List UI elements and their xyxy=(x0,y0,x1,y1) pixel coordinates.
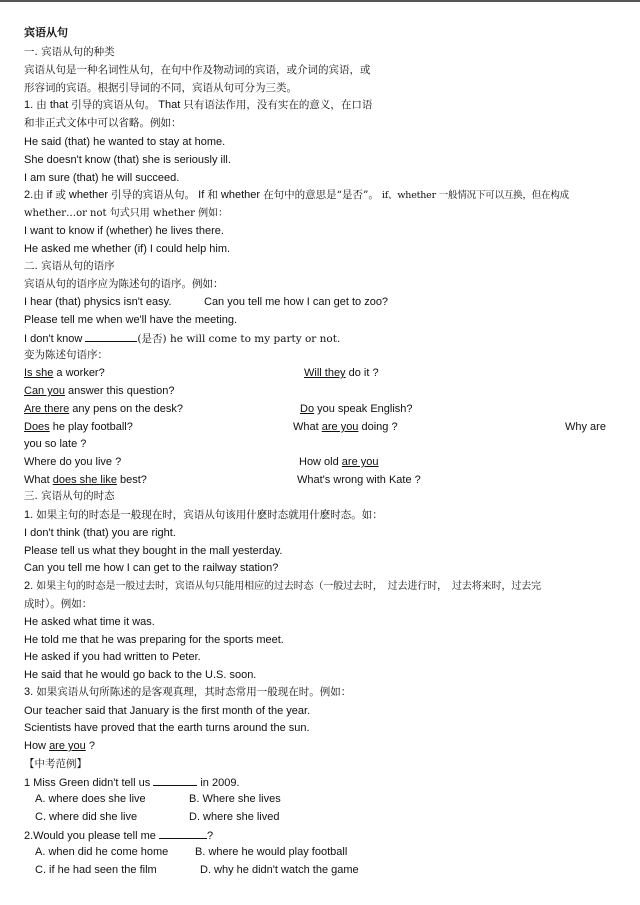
point-text: 或 xyxy=(55,189,66,201)
question-text: in 2009. xyxy=(200,777,240,789)
question-example xyxy=(24,421,133,434)
question-text: a worker? xyxy=(53,367,105,379)
sentence-text: I don't know xyxy=(24,333,83,345)
page-title: 宾语从句 xyxy=(24,26,68,39)
question-text: you speak English? xyxy=(314,403,413,415)
answer-blank xyxy=(159,828,207,839)
question-text: do it ? xyxy=(345,367,379,379)
point-number: 1. xyxy=(24,99,34,111)
underlined-phrase: Is she xyxy=(24,367,54,379)
point-number: 3. xyxy=(24,686,34,698)
example-sentence: She doesn't know (that) she is seriously ill. xyxy=(24,154,231,166)
example-sentence: Please tell us what they bought in the mall yesterday. xyxy=(24,545,283,557)
question-text: best? xyxy=(116,474,147,486)
question-text: What xyxy=(24,474,53,486)
point-keyword: if xyxy=(46,189,53,201)
question-example xyxy=(293,421,398,434)
answer-blank xyxy=(85,331,137,342)
example-sentence: Can you tell me how I can get to the railway station? xyxy=(24,562,279,574)
answer-option-c: C. where did she live xyxy=(35,811,138,823)
example-sentence: I want to know if (whether) he lives there. xyxy=(24,225,224,237)
page-top-border xyxy=(0,0,640,2)
question-text: any pens on the desk? xyxy=(69,403,183,415)
example-sentence xyxy=(24,740,95,753)
section-1-heading: 一. 宾语从句的种类 xyxy=(24,46,115,58)
underlined-phrase: are you xyxy=(49,740,86,752)
sentence-text: ? xyxy=(85,740,95,752)
question-text: doing ? xyxy=(358,421,398,433)
question-text: answer this question? xyxy=(64,385,175,397)
example-sentence: He asked what time it was. xyxy=(24,616,155,628)
point-keyword: whether xyxy=(220,189,261,201)
example-sentence: Please tell me when we'll have the meeting. xyxy=(24,314,238,326)
section-1-point-1 xyxy=(24,99,372,112)
point-keyword: If xyxy=(198,189,205,201)
question-text: 2.Would you please tell me xyxy=(24,830,156,842)
question-text: What xyxy=(293,421,322,433)
answer-option-b: B. Where she lives xyxy=(189,793,281,805)
question-example-continued: you so late ? xyxy=(24,438,87,450)
point-text: if、whether 一般情况下可以互换，但在构成 xyxy=(381,190,569,201)
question-example xyxy=(24,385,174,398)
answer-option-b: B. where he would play football xyxy=(195,846,348,858)
point-text: 引导的宾语从句。 xyxy=(111,189,196,201)
answer-option-a: A. when did he come home xyxy=(35,846,169,858)
point-keyword: whether xyxy=(68,189,109,201)
example-sentence: I don't think (that) you are right. xyxy=(24,527,176,539)
underlined-phrase: are you xyxy=(321,421,359,433)
section-1-intro-line-1: 宾语从句是一种名词性从句，在句中作及物动词的宾语，或介词的宾语，或 xyxy=(24,64,371,76)
sentence-text: How xyxy=(24,740,50,752)
section-1-point-2 xyxy=(24,189,569,202)
section-2-change-label: 变为陈述句语序： xyxy=(24,349,108,361)
question-example xyxy=(24,403,183,416)
question-text: ? xyxy=(206,830,214,842)
section-3-heading: 三. 宾语从句的时态 xyxy=(24,490,115,502)
section-3-point-1 xyxy=(24,509,383,522)
example-sentence-with-blank xyxy=(24,331,340,346)
question-example: What's wrong with Kate ? xyxy=(297,474,421,486)
answer-blank xyxy=(153,775,197,786)
question-example xyxy=(304,367,379,380)
point-text: 引导的宾语从句。 xyxy=(71,99,156,111)
point-number: 1. xyxy=(24,509,34,521)
question-text: How old xyxy=(299,456,342,468)
section-1-intro-line-2: 形容词的宾语。根据引导词的不同，宾语从句可分为三类。 xyxy=(24,82,297,94)
section-2-intro: 宾语从句的语序应为陈述句的语序。例如： xyxy=(24,278,224,290)
point-text: 只有语法作用，没有实在的意义，在口语 xyxy=(183,99,373,111)
point-text: 如果宾语从句所陈述的是客观真理，其时态常用一般现在时。例如： xyxy=(36,686,352,698)
point-text: 和 xyxy=(207,189,218,201)
section-3-point-2-line-2: 成时）。例如： xyxy=(24,598,93,610)
example-sentence: Can you tell me how I can get to zoo? xyxy=(204,296,389,308)
example-sentence: He asked me whether (if) I could help him. xyxy=(24,243,231,255)
question-example xyxy=(24,367,105,380)
point-number: 2. xyxy=(24,580,34,592)
point-text: 由 xyxy=(33,189,44,201)
example-sentence: He told me that he was preparing for the sports meet. xyxy=(24,634,284,646)
question-text: 1 Miss Green didn't tell us xyxy=(24,777,151,789)
answer-option-a: A. where does she live xyxy=(35,793,146,805)
exam-question-2 xyxy=(24,828,213,843)
exam-question-1 xyxy=(24,775,240,790)
example-sentence: Our teacher said that January is the first month of the year. xyxy=(24,705,311,717)
point-number: 2. xyxy=(24,189,34,201)
example-sentence: He said that he would go back to the U.S. soon. xyxy=(24,669,257,681)
sentence-text: (是否) he will come to my party or not. xyxy=(137,333,341,345)
point-text: 由 xyxy=(36,99,47,111)
section-1-point-2-line-2: whether…or not 句式只用 whether 例如： xyxy=(24,208,229,219)
section-3-point-2 xyxy=(24,580,541,593)
answer-option-d: D. why he didn't watch the game xyxy=(200,864,359,876)
underlined-phrase: Do xyxy=(300,403,315,415)
point-text: 如果主句的时态是一般过去时，宾语从句只能用相应的过去时态（一般过去时， 过去进行时， 过去将来时，过去完 xyxy=(36,581,542,592)
underlined-phrase: Are there xyxy=(24,403,70,415)
answer-option-d: D. where she lived xyxy=(189,811,280,823)
example-sentence: I hear (that) physics isn't easy. xyxy=(24,296,172,308)
exam-examples-heading: 【中考范例】 xyxy=(24,758,87,770)
underlined-phrase: does she like xyxy=(52,474,117,486)
section-3-point-3 xyxy=(24,686,351,699)
question-example xyxy=(300,403,413,416)
point-keyword: that xyxy=(49,99,69,111)
underlined-phrase: Can you xyxy=(24,385,65,397)
example-sentence: He asked if you had written to Peter. xyxy=(24,651,201,663)
point-text: 如果主句的时态是一般现在时，宾语从句该用什麽时态就用什麽时态。如： xyxy=(36,509,383,521)
example-sentence: I am sure (that) he will succeed. xyxy=(24,172,180,184)
underlined-phrase: Will they xyxy=(304,367,346,379)
question-example xyxy=(299,456,379,469)
question-example xyxy=(24,474,147,487)
question-example: Why are xyxy=(565,421,606,433)
example-sentence: Scientists have proved that the earth turns around the sun. xyxy=(24,722,310,734)
section-2-heading: 二. 宾语从句的语序 xyxy=(24,260,115,272)
answer-option-c: C. if he had seen the film xyxy=(35,864,157,876)
point-keyword: That xyxy=(158,99,181,111)
underlined-phrase: Does xyxy=(24,421,50,433)
question-example: Where do you live ? xyxy=(24,456,122,468)
underlined-phrase: are you xyxy=(341,456,379,468)
point-text: 在句中的意思是“是否”。 xyxy=(263,189,379,201)
question-text: he play football? xyxy=(49,421,133,433)
section-1-point-1-line-2: 和非正式文体中可以省略。例如： xyxy=(24,117,182,129)
example-sentence: He said (that) he wanted to stay at home. xyxy=(24,136,226,148)
